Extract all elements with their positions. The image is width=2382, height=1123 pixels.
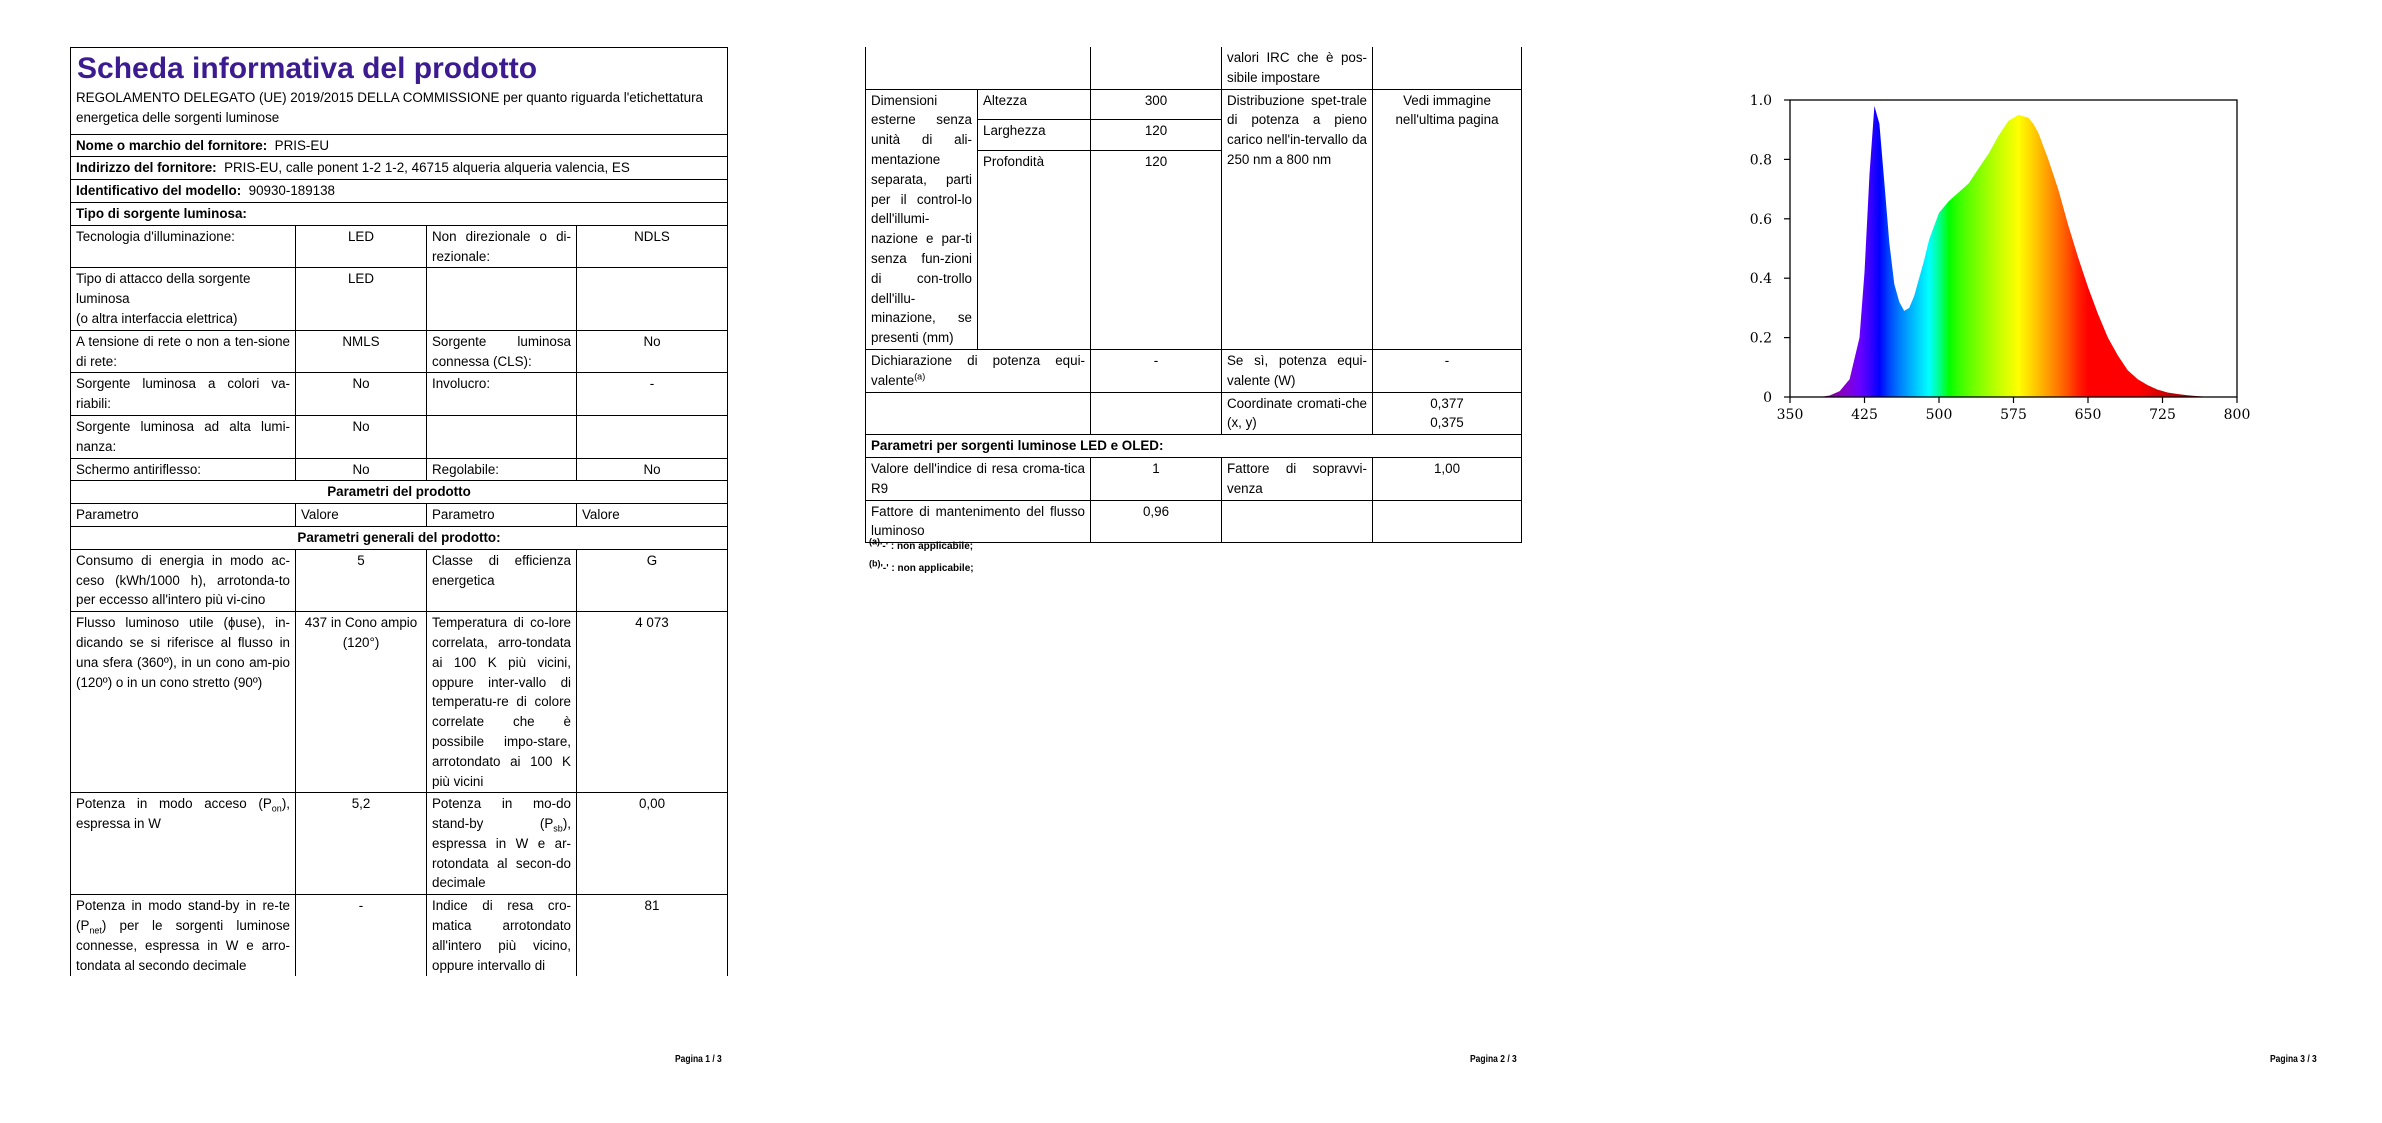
model-label: Identificativo del modello:: [76, 183, 242, 199]
product-info-table: [70, 47, 728, 976]
depth-value: 120: [1091, 150, 1222, 349]
page-3: [1590, 0, 2382, 1123]
directional-value: NDLS: [577, 225, 728, 268]
networked-standby-label-pre: Potenza in modo stand-by in re-te (P: [76, 898, 290, 934]
r9-label: Valore dell'indice di resa croma-tica R9: [866, 457, 1091, 500]
empty-cell: [1091, 392, 1222, 435]
model-value: 90930-189138: [248, 183, 336, 199]
page-1: [0, 0, 795, 1123]
cri-label-continued: valori IRC che è pos-sibile impostare: [1222, 47, 1373, 89]
empty-cell: [866, 392, 1091, 435]
mains-value: NMLS: [296, 330, 427, 373]
width-value: 120: [1091, 120, 1222, 151]
footnote-b: [869, 558, 974, 580]
lumen-maintenance-label: Fattore di mantenimento del flusso luminoso: [866, 500, 1091, 543]
standby-power-label-post: ), espressa in W e ar-rotondata al secon-do decimale: [432, 816, 571, 891]
on-power-sub: on: [271, 803, 282, 814]
height-label: Altezza: [978, 89, 1091, 120]
footnote-a-mark: (a): [869, 536, 880, 547]
networked-standby-label-post: ) per le sorgenti luminose connesse, espressa in W e arro-tondata al secondo decimale: [76, 918, 290, 973]
footnote-b-mark: (b): [869, 558, 881, 569]
equivalent-power-label-text: Dichiarazione di potenza equi-valente: [871, 352, 1085, 388]
dimmable-label: Regolabile:: [427, 458, 577, 481]
x-tick-label: 575: [2000, 407, 2027, 423]
spectrum-area: [1820, 106, 2217, 397]
col-header-param: Parametro: [427, 504, 577, 527]
supplier-address-label: Indirizzo del fornitore:: [76, 160, 217, 176]
dimensions-label: Dimensioni esterne senza unità di ali-mentazione separata, parti per il control-lo dell'illumi-nazione e par-ti senza fun-zioni di con-trollo dell'illu-minazione, se presenti (mm): [866, 89, 978, 349]
equivalent-watt-value: -: [1373, 349, 1522, 392]
page-footer: Pagina 2 / 3: [1470, 1054, 1517, 1065]
networked-standby-sub: net: [89, 925, 102, 936]
anti-glare-label: Schermo antiriflesso:: [71, 458, 296, 481]
footnote-a-text: '-' : non applicabile;: [880, 541, 974, 552]
supplier-address-value: PRIS-EU, calle ponent 1-2 1-2, 46715 alqueria alqueria valencia, ES: [224, 160, 630, 176]
chromaticity-value: [1373, 392, 1522, 435]
spd-label: Distribuzione spet-trale di potenza a pieno carico nell'in-tervallo da 250 nm a 800 nm: [1222, 89, 1373, 349]
chromaticity-y: 0,375: [1430, 415, 1464, 431]
efficiency-class-value: G: [577, 549, 728, 611]
chromaticity-label: Coordinate cromati-che (x, y): [1222, 392, 1373, 435]
equivalent-watt-label: Se sì, potenza equi-valente (W): [1222, 349, 1373, 392]
cap-type-label-2: (o altra interfaccia elettrica): [76, 310, 238, 326]
on-power-label-pre: Potenza in modo acceso (P: [76, 796, 272, 812]
networked-standby-label: [71, 895, 296, 977]
page-footer: Pagina 1 / 3: [675, 1054, 722, 1065]
empty-cell: [577, 415, 728, 458]
y-tick-label: 0.4: [1749, 271, 1772, 288]
empty-cell: [577, 268, 728, 330]
on-power-label-post: ), espressa in W: [76, 796, 290, 832]
cap-type-cell: [71, 268, 296, 330]
page-2: [795, 0, 1590, 1123]
note-ref-a: (a): [914, 371, 926, 382]
dimmable-value: No: [577, 458, 728, 481]
cri-label: Indice di resa cro-matica arrotondato all'intero più vicino, oppure intervallo di: [427, 895, 577, 977]
standby-power-value: 0,00: [577, 793, 728, 895]
model-row: [71, 180, 728, 203]
high-luminance-value: No: [296, 415, 427, 458]
tech-label: Tecnologia d'illuminazione:: [71, 225, 296, 268]
on-power-value: 5,2: [296, 793, 427, 895]
cri-value: 81: [577, 895, 728, 977]
width-label: Larghezza: [978, 120, 1091, 151]
cls-label: Sorgente luminosa connessa (CLS):: [427, 330, 577, 373]
standby-power-label-pre: Potenza in mo-do stand-by (P: [432, 796, 571, 832]
empty-cell: [1373, 500, 1522, 543]
lumen-maintenance-value: 0,96: [1091, 500, 1222, 543]
colour-tunable-label: Sorgente luminosa a colori va-riabili:: [71, 373, 296, 416]
empty-cell: [1222, 500, 1373, 543]
y-tick-label: 0: [1763, 390, 1772, 406]
standby-power-label: [427, 793, 577, 895]
tech-value: LED: [296, 225, 427, 268]
height-value: 300: [1091, 89, 1222, 120]
x-tick-label: 425: [1851, 407, 1878, 423]
led-params-header: Parametri per sorgenti luminose LED e OLED:: [866, 435, 1522, 458]
y-tick-label: 0.6: [1749, 211, 1772, 228]
empty-cell: [427, 268, 577, 330]
general-params-header: Parametri generali del prodotto:: [71, 526, 728, 549]
mains-label: A tensione di rete o non a ten-sione di rete:: [71, 330, 296, 373]
product-info-table-continued: [865, 47, 1522, 543]
y-tick-label: 1.0: [1749, 93, 1772, 109]
x-tick-label: 800: [2223, 407, 2251, 423]
equivalent-power-value: -: [1091, 349, 1222, 392]
on-power-label: [71, 793, 296, 895]
cls-value: No: [577, 330, 728, 373]
spectral-power-chart: [1740, 85, 2340, 445]
page-footer: Pagina 3 / 3: [2270, 1054, 2317, 1065]
supplier-address-row: [71, 157, 728, 180]
source-type-label: Tipo di sorgente luminosa:: [71, 202, 728, 225]
directional-label: Non direzionale o di-rezionale:: [427, 225, 577, 268]
standby-power-sub: sb: [553, 823, 563, 834]
envelope-label: Involucro:: [427, 373, 577, 416]
equivalent-power-label: [866, 349, 1091, 392]
col-header-param: Parametro: [71, 504, 296, 527]
spd-value: Vedi immagine nell'ultima pagina: [1373, 89, 1522, 349]
r9-value: 1: [1091, 457, 1222, 500]
flux-value: 437 in Cono ampio (120°): [296, 612, 427, 793]
chromaticity-x: 0,377: [1430, 395, 1464, 411]
anti-glare-value: No: [296, 458, 427, 481]
page-title: Scheda informativa del prodotto: [71, 48, 728, 89]
survival-factor-value: 1,00: [1373, 457, 1522, 500]
cct-label: Temperatura di co-lore correlata, arro-tondata ai 100 K più vicini, oppure inter-vallo di temperatu-re di colore correlate che è possibile impo-stare, arrotondato ai 100 K più vicini: [427, 612, 577, 793]
flux-label: Flusso luminoso utile (ɸuse), in-dicando se si riferisce al flusso in una sfera (360º), in un cono am-pio (120º) o in un cono stretto (90º): [71, 612, 296, 793]
plot-group: [1750, 93, 2251, 423]
empty-cell: [866, 47, 1091, 89]
envelope-value: -: [577, 373, 728, 416]
col-header-value: Valore: [577, 504, 728, 527]
supplier-name-label: Nome o marchio del fornitore:: [76, 137, 268, 153]
colour-tunable-value: No: [296, 373, 427, 416]
empty-cell: [1373, 47, 1522, 89]
depth-label: Profondità: [978, 150, 1091, 349]
efficiency-class-label: Classe di efficienza energetica: [427, 549, 577, 611]
energy-label: Consumo di energia in modo ac-ceso (kWh/1000 h), arrotonda-to per eccesso all'intero più vi-cino: [71, 549, 296, 611]
x-tick-label: 725: [2149, 407, 2176, 423]
footnote-a: [869, 536, 974, 558]
empty-cell: [1091, 47, 1222, 89]
supplier-name-value: PRIS-EU: [274, 137, 329, 153]
energy-value: 5: [296, 549, 427, 611]
x-tick-label: 650: [2074, 407, 2102, 423]
x-tick-label: 350: [1776, 407, 1804, 423]
cap-type-value: LED: [296, 268, 427, 330]
x-tick-label: 500: [1925, 407, 1953, 423]
cap-type-label: Tipo di attacco della sorgente luminosa: [76, 271, 251, 307]
footnotes: [869, 536, 974, 580]
supplier-name-row: [71, 134, 728, 157]
cct-value: 4 073: [577, 612, 728, 793]
networked-standby-value: -: [296, 895, 427, 977]
col-header-value: Valore: [296, 504, 427, 527]
product-params-header: Parametri del prodotto: [71, 481, 728, 504]
y-tick-label: 0.2: [1749, 330, 1772, 347]
survival-factor-label: Fattore di sopravvi-venza: [1222, 457, 1373, 500]
empty-cell: [427, 415, 577, 458]
y-tick-label: 0.8: [1749, 152, 1772, 169]
footnote-b-text: '-' : non applicabile;: [880, 563, 974, 574]
regulation-text: REGOLAMENTO DELEGATO (UE) 2019/2015 DELLA COMMISSIONE per quanto riguarda l'etichettatura energetica delle sorgenti luminose: [71, 88, 728, 134]
high-luminance-label: Sorgente luminosa ad alta lumi-nanza:: [71, 415, 296, 458]
